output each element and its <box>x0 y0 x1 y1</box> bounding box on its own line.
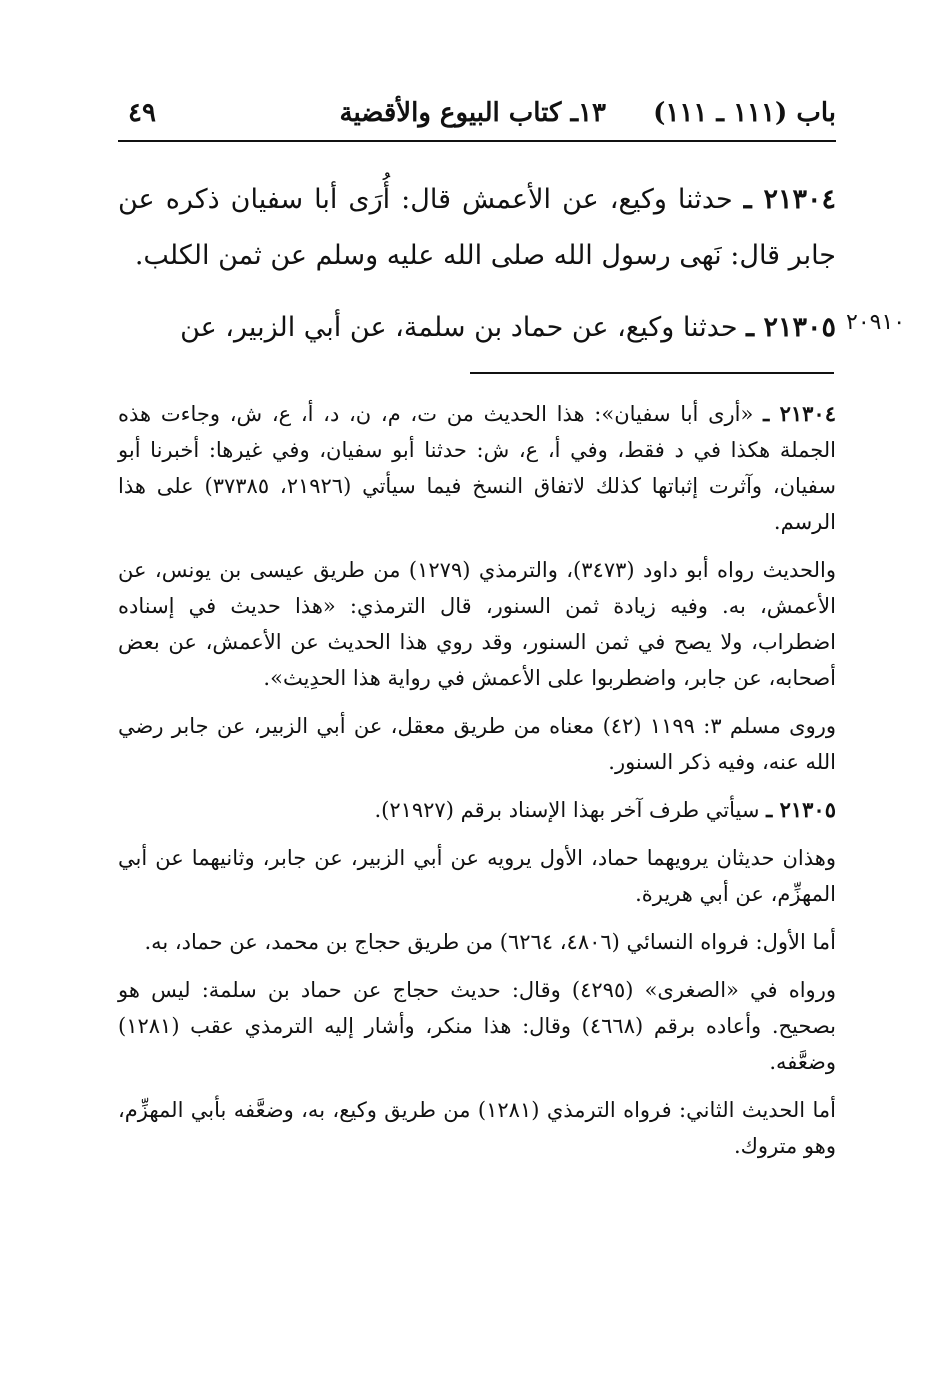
footnote <box>118 396 836 540</box>
footnote-text: أما الحديث الثاني: فرواه الترمذي (١٢٨١) من طريق وكيع، به، وضعَّفه بأبي المهزِّم، وهو متروك. <box>118 1098 836 1158</box>
section-title: باب (١١١ ـ ١١١) <box>653 98 836 128</box>
page-number: ٤٩ <box>128 98 156 128</box>
margin-reference: ٢٠٩١٠ <box>846 310 906 335</box>
header-rule <box>118 140 836 142</box>
hadith-number: ٢١٣٠٤ ـ <box>743 184 836 215</box>
footnote-text: ورواه في «الصغرى» (٤٢٩٥) وقال: حديث حجاج عن حماد بن سلمة: ليس هو بصحيح. وأعاده برقم (٤٦٦٨) وقال: هذا منكر، وأشار إليه الترمذي عقب (١٢٨١) وضعَّفه. <box>118 978 836 1074</box>
footnote-text: «أرى أبا سفيان»: هذا الحديث من ت، م، ن، د، أ، ع، ش، وجاءت هذه الجملة هكذا في د فقط، وفي أ، ع، ش: حدثنا أبو سفيان، وفي غيرها: أخبرنا أبو سفيان، وآثرت إثباتها كذلك لاتفاق النسخ فيما سيأتي (٢١٩٢٦، ٣٧٣٨٥) على هذا الرسم. <box>118 402 836 534</box>
footnote-text: أما الأول: فرواه النسائي (٤٨٠٦، ٦٢٦٤) من طريق حجاج بن محمد، عن حماد، به. <box>144 930 836 954</box>
hadith-number: ٢١٣٠٥ ـ <box>746 312 836 343</box>
footnote <box>118 552 836 696</box>
footnote-number: ٢١٣٠٤ ـ <box>763 401 836 426</box>
page-header <box>118 92 836 136</box>
footnote <box>118 1092 836 1164</box>
footnote-separator <box>470 372 834 374</box>
hadith-body: حدثنا وكيع، عن الأعمش قال: أُرَى أبا سفيان ذكره عن جابر قال: نَهى رسول الله صلى الله عليه وسلم عن ثمن الكلب. <box>118 184 836 271</box>
footnote-text: وروى مسلم ٣: ١١٩٩ (٤٢) معناه من طريق معقل، عن أبي الزبير، عن جابر رضي الله عنه، وفيه ذكر السنور. <box>118 714 836 774</box>
footnote <box>118 840 836 912</box>
footnote <box>118 972 836 1080</box>
hadith-21305 <box>118 300 836 356</box>
book-title: ١٣ـ كتاب البيوع والأقضية <box>339 98 606 128</box>
footnotes <box>118 396 836 1176</box>
hadith-21304 <box>118 172 836 284</box>
footnote <box>118 708 836 780</box>
footnote-text: والحديث رواه أبو داود (٣٤٧٣)، والترمذي (١٢٧٩) من طريق عيسى بن يونس، عن الأعمش، به. وفيه زيادة ثمن السنور، قال الترمذي: «هذا حديث في إسناده اضطراب، ولا يصح في ثمن السنور، وقد روي هذا الحديث عن الأعمش، عن بعض أصحابه، عن جابر، واضطربوا على الأعمش في رواية هذا الحدِيث». <box>118 558 836 690</box>
footnote-text: سيأتي طرف آخر بهذا الإسناد برقم (٢١٩٢٧). <box>374 798 760 822</box>
footnote-number: ٢١٣٠٥ ـ <box>766 797 836 822</box>
footnote <box>118 924 836 960</box>
hadith-text <box>118 172 836 372</box>
footnote-text: وهذان حديثان يرويهما حماد، الأول يرويه عن أبي الزبير، عن جابر، وثانيهما عن أبي المهزِّم، عن أبي هريرة. <box>118 846 836 906</box>
footnote <box>118 792 836 828</box>
hadith-body: حدثنا وكيع، عن حماد بن سلمة، عن أبي الزبير، عن <box>180 312 738 343</box>
